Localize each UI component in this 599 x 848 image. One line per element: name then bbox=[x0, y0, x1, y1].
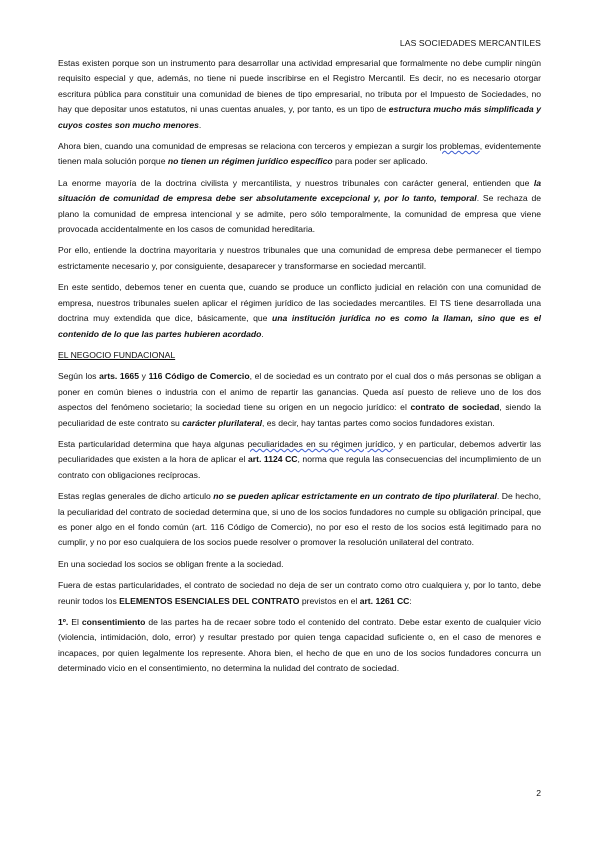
text: previstos en el bbox=[299, 595, 360, 606]
bold-term: contrato de sociedad bbox=[410, 402, 500, 413]
emphasis: la situación de comunidad de empresa debe ser absolutamente excepcional y, por lo tanto, temporal bbox=[58, 177, 541, 204]
spellcheck-underline: peculiaridades en su régimen jurídico bbox=[247, 438, 394, 449]
text: , es decir, hay tantas partes como socios fundadores existan. bbox=[262, 417, 495, 428]
emphasis: carácter plurilateral bbox=[182, 417, 262, 428]
bold-reference: art. 1124 CC bbox=[248, 454, 298, 465]
text: En este sentido, debemos tener en cuenta que, cuando se produce un conflicto judicial en relación con una comunidad de empresa, nuestros tribunales suelen aplicar el régimen jurídico de las sociedades mercantiles. El TS tiene desarrollada una doctrina muy extendida que dice, básicamente, que bbox=[58, 282, 541, 324]
text: . bbox=[261, 328, 264, 339]
paragraph-9 bbox=[58, 557, 541, 572]
bold-reference: art. 1261 CC bbox=[359, 595, 410, 606]
text: Ahora bien, cuando una comunidad de empresas se relaciona con terceros y empiezan a surgir los bbox=[58, 141, 440, 152]
bold-term: consentimiento bbox=[81, 617, 146, 627]
paragraph-10 bbox=[58, 578, 541, 609]
emphasis: una institución jurídica no es como la llaman, sino que es el contenido de lo que las partes hubieren acordado bbox=[58, 313, 541, 339]
text: La enorme mayoría de la doctrina civilista y mercantilista, y nuestros tribunales con carácter general, entienden que bbox=[58, 177, 534, 188]
text: , y en particular, debemos advertir las peculiaridades que existen a la hora de aplicar el bbox=[58, 438, 542, 465]
bold-term: ELEMENTOS ESENCIALES DEL CONTRATO bbox=[119, 595, 300, 606]
paragraph-3 bbox=[58, 176, 541, 238]
emphasis: no tienen un régimen jurídico específico bbox=[167, 156, 333, 167]
text: de las partes ha de recaer sobre todo el contenido del contrato. Debe estar exento de cualquier vicio (violencia, intimidación, dolo, error) y resultar prestado por quien tenga capacidad suficiente o, en el caso de menores e incapaces, por quien legalmente los represente. Ahora bien, el hecho de que en uno de los socios fundadores concurra un determinado vicio en el consentimiento, no determina la nulidad del contrato de sociedad. bbox=[58, 617, 541, 674]
document-body bbox=[58, 56, 541, 683]
list-number: 1º. bbox=[58, 617, 69, 627]
text: . bbox=[198, 119, 202, 130]
paragraph-4 bbox=[58, 243, 541, 274]
spellcheck-underline: problemas bbox=[439, 141, 480, 152]
paragraph-2 bbox=[58, 139, 541, 170]
running-header: LAS SOCIEDADES MERCANTILES bbox=[399, 38, 541, 48]
text: El bbox=[68, 617, 82, 627]
text: Esta particularidad determina que haya algunas bbox=[58, 438, 248, 449]
text: para poder ser aplicado. bbox=[332, 156, 428, 167]
bold-reference: arts. 1665 bbox=[99, 371, 139, 382]
paragraph-6 bbox=[58, 369, 541, 431]
section-title: EL NEGOCIO FUNDACIONAL bbox=[58, 349, 176, 360]
bold-reference: 116 Código de Comercio bbox=[148, 371, 250, 382]
text: y bbox=[139, 371, 149, 382]
text: : bbox=[409, 595, 412, 606]
text: Por ello, entiende la doctrina mayoritaria y nuestros tribunales que una comunidad de empresa debe permanecer el tiempo estrictamente necesario y, por consiguiente, desaparecer y transformarse en sociedad mercantil. bbox=[58, 245, 541, 271]
paragraph-7 bbox=[58, 437, 541, 483]
paragraph-8 bbox=[58, 489, 541, 551]
page-number: 2 bbox=[536, 788, 541, 798]
paragraph-11 bbox=[58, 615, 541, 677]
paragraph-5 bbox=[58, 280, 541, 342]
text: Estas reglas generales de dicho articulo bbox=[58, 491, 214, 502]
text: En una sociedad los socios se obligan frente a la sociedad. bbox=[58, 558, 284, 569]
emphasis: no se pueden aplicar estrictamente en un contrato de tipo plurilateral bbox=[213, 491, 497, 502]
text: Según los bbox=[58, 371, 100, 382]
paragraph-1 bbox=[58, 56, 541, 133]
text: . Se rechaza de plano la comunidad de empresa intencional y se admite, pero sólo temporalmente, la comunidad de empresa que viene provocada accidentalmente en los casos de comunidad hereditaria. bbox=[58, 193, 542, 235]
text: , norma que regula las consecuencias del incumplimiento de un contrato con obligaciones recíprocas. bbox=[58, 454, 541, 480]
text: , siendo la peculiaridad de este contrato su bbox=[58, 402, 541, 428]
emphasis: estructura mucho más simplificada y cuyos costes son mucho menores bbox=[58, 104, 541, 130]
text: . De hecho, la peculiaridad del contrato de sociedad determina que, si uno de los socios fundadores no cumple su obligación principal, que es poner algo en el fondo común (art. 116 Código de Comercio), no por eso el resto de los socios está legitimado para no cumplir, y no por eso cualquiera de los socios puede resolver o promover la resolución unilateral del contrato. bbox=[58, 491, 541, 548]
text: , el de sociedad es un contrato por el cual dos o más personas se obligan a poner en común bienes o industria con el animo de repartir las ganancias. Queda así puesto de relieve uno de los dos aspectos del fenómeno societario; la sociedad tiene su origen en un negocio jurídico: el bbox=[58, 371, 541, 413]
text: Estas existen porque son un instrumento para desarrollar una actividad empresarial que formalmente no debe cumplir ningún requisito especial y que, además, no tiene ni puede inscribirse en el Registro Mercantil. Es decir, no es necesario otorgar escritura pública para constituir una comunidad de bienes de tipo empresarial, no tributa por el Impuesto de Sociedades, no hay que depositar unos estatutos, ni unas cuentas anuales, y, por tanto, es un tipo de bbox=[58, 58, 541, 115]
text: Fuera de estas particularidades, el contrato de sociedad no deja de ser un contrato como otro cualquiera y, por lo tanto, debe reunir todos los bbox=[58, 580, 541, 606]
text: , evidentemente tienen mala solución porque bbox=[58, 141, 541, 167]
